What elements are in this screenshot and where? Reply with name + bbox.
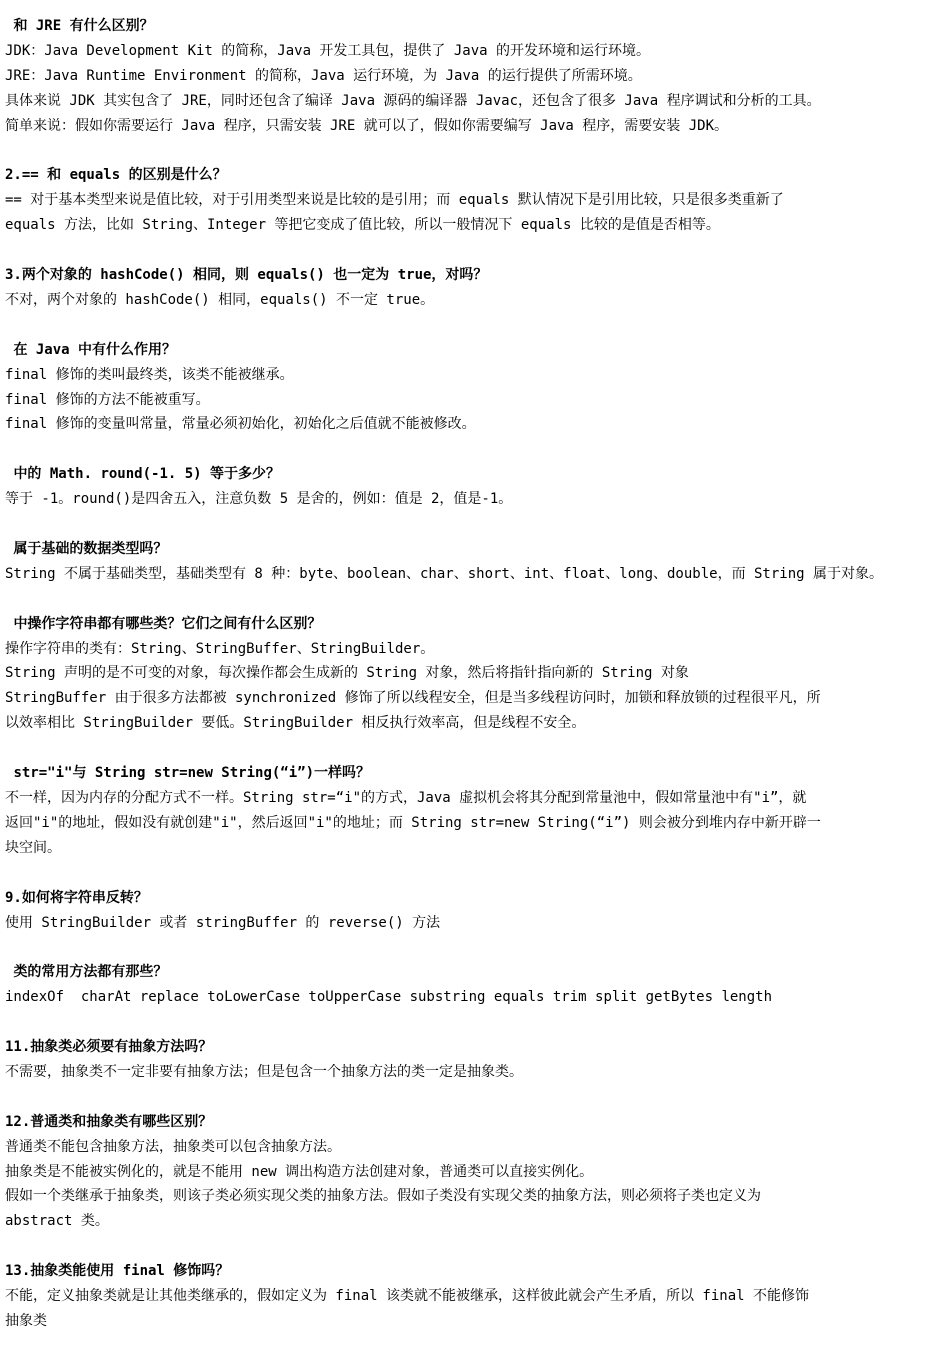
- question-heading: 9.如何将字符串反转？: [5, 889, 148, 906]
- answer-line: 返回"i"的地址，假如没有就创建"i"，然后返回"i"的地址；而 String str=new String(“i”) 则会被分到堆内存中新开辟一: [5, 814, 821, 831]
- question-heading: 2.== 和 equals 的区别是什么？: [5, 167, 227, 184]
- answer-line: 操作字符串的类有：String、StringBuffer、StringBuilder。: [5, 640, 435, 657]
- answer-line: String 声明的是不可变的对象，每次操作都会生成新的 String 对象，然后将指针指向新的 String 对象: [5, 665, 689, 682]
- qa-section-string-basic-type: [5, 537, 947, 587]
- answer-line: final 修饰的变量叫常量，常量必须初始化，初始化之后值就不能被修改。: [5, 416, 476, 433]
- answer-line: == 对于基本类型来说是值比较，对于引用类型来说是比较的是引用；而 equals 默认情况下是引用比较，只是很多类重新了: [5, 192, 784, 209]
- answer-line: 等于 -1。round()是四舍五入，注意负数 5 是舍的，例如：值是 2，值是-1。: [5, 491, 513, 508]
- question-heading: 3.两个对象的 hashCode() 相同，则 equals() 也一定为 true，对吗？: [5, 267, 488, 284]
- answer-line: 抽象类是不能被实例化的，就是不能用 new 调出构造方法创建对象，普通类可以直接实例化。: [5, 1163, 594, 1180]
- answer-line: StringBuffer 由于很多方法都被 synchronized 修饰了所以线程安全，但是当多线程访问时，加锁和释放锁的过程很平凡，所: [5, 690, 821, 707]
- question-heading: 属于基础的数据类型吗？: [5, 540, 168, 557]
- qa-section-jdk-jre: [5, 14, 947, 139]
- document-body: [5, 14, 947, 1359]
- question-heading: 中的 Math. round(-1. 5) 等于多少？: [5, 466, 281, 483]
- answer-line: 抽象类: [5, 1312, 47, 1329]
- qa-section-equals: [5, 163, 947, 238]
- answer-line: 简单来说：假如你需要运行 Java 程序，只需安装 JRE 就可以了，假如你需要编写 Java 程序，需要安装 JDK。: [5, 117, 729, 134]
- answer-line: abstract 类。: [5, 1213, 109, 1230]
- question-heading: 13.抽象类能使用 final 修饰吗？: [5, 1263, 230, 1280]
- qa-section-final: [5, 338, 947, 438]
- qa-section-string-classes: [5, 612, 947, 737]
- answer-line: equals 方法，比如 String、Integer 等把它变成了值比较，所以一般情况下 equals 比较的是值是否相等。: [5, 217, 720, 234]
- answer-line: 不能，定义抽象类就是让其他类继承的，假如定义为 final 该类就不能被继承，这样彼此就会产生矛盾，所以 final 不能修饰: [5, 1288, 809, 1305]
- question-heading: 在 Java 中有什么作用？: [5, 341, 177, 358]
- answer-line: indexOf charAt replace toLowerCase toUpperCase substring equals trim split getBytes length: [5, 989, 773, 1006]
- question-heading: 12.普通类和抽象类有哪些区别？: [5, 1113, 213, 1130]
- question-heading: 和 JRE 有什么区别？: [5, 18, 154, 34]
- qa-section-hashcode: [5, 263, 947, 313]
- answer-line: 使用 StringBuilder 或者 stringBuffer 的 reverse() 方法: [5, 914, 441, 931]
- answer-line: 假如一个类继承于抽象类，则该子类必须实现父类的抽象方法。假如子类没有实现父类的抽象方法，则必须将子类也定义为: [5, 1188, 761, 1205]
- qa-section-abstract-methods: [5, 1035, 947, 1085]
- qa-section-abstract-final: [5, 1259, 947, 1334]
- qa-section-reverse-string: [5, 886, 947, 936]
- answer-line: 以效率相比 StringBuilder 要低。StringBuilder 相反执行效率高，但是线程不安全。: [5, 715, 586, 732]
- answer-line: 不一样，因为内存的分配方式不一样。String str=“i"的方式，Java 虚拟机会将其分配到常量池中，假如常量池中有"i”，就: [5, 789, 807, 806]
- qa-section-string-methods: [5, 960, 947, 1010]
- answer-line: 具体来说 JDK 其实包含了 JRE，同时还包含了编译 Java 源码的编译器 Javac，还包含了很多 Java 程序调试和分析的工具。: [5, 92, 821, 109]
- question-heading: str="i"与 String str=new String(“i”)一样吗？: [5, 765, 371, 782]
- answer-line: final 修饰的方法不能被重写。: [5, 391, 210, 408]
- qa-section-abstract-vs-normal: [5, 1110, 947, 1235]
- answer-line: JRE：Java Runtime Environment 的简称，Java 运行环境，为 Java 的运行提供了所需环境。: [5, 67, 642, 84]
- qa-section-string-literal: [5, 761, 947, 861]
- question-heading: 中操作字符串都有哪些类？它们之间有什么区别？: [5, 615, 322, 632]
- answer-line: String 不属于基础类型，基础类型有 8 种：byte、boolean、char、short、int、float、long、double，而 String 属于对象。: [5, 565, 884, 582]
- answer-line: final 修饰的类叫最终类，该类不能被继承。: [5, 366, 294, 383]
- answer-line: 块空间。: [5, 839, 61, 856]
- answer-line: 不需要，抽象类不一定非要有抽象方法；但是包含一个抽象方法的类一定是抽象类。: [5, 1063, 523, 1080]
- answer-line: JDK：Java Development Kit 的简称，Java 开发工具包，提供了 Java 的开发环境和运行环境。: [5, 42, 651, 59]
- qa-section-math-round: [5, 462, 947, 512]
- answer-line: 普通类不能包含抽象方法，抽象类可以包含抽象方法。: [5, 1138, 341, 1155]
- question-heading: 11.抽象类必须要有抽象方法吗？: [5, 1039, 213, 1055]
- answer-line: 不对，两个对象的 hashCode() 相同，equals() 不一定 true。: [5, 291, 435, 308]
- question-heading: 类的常用方法都有那些？: [5, 964, 168, 981]
